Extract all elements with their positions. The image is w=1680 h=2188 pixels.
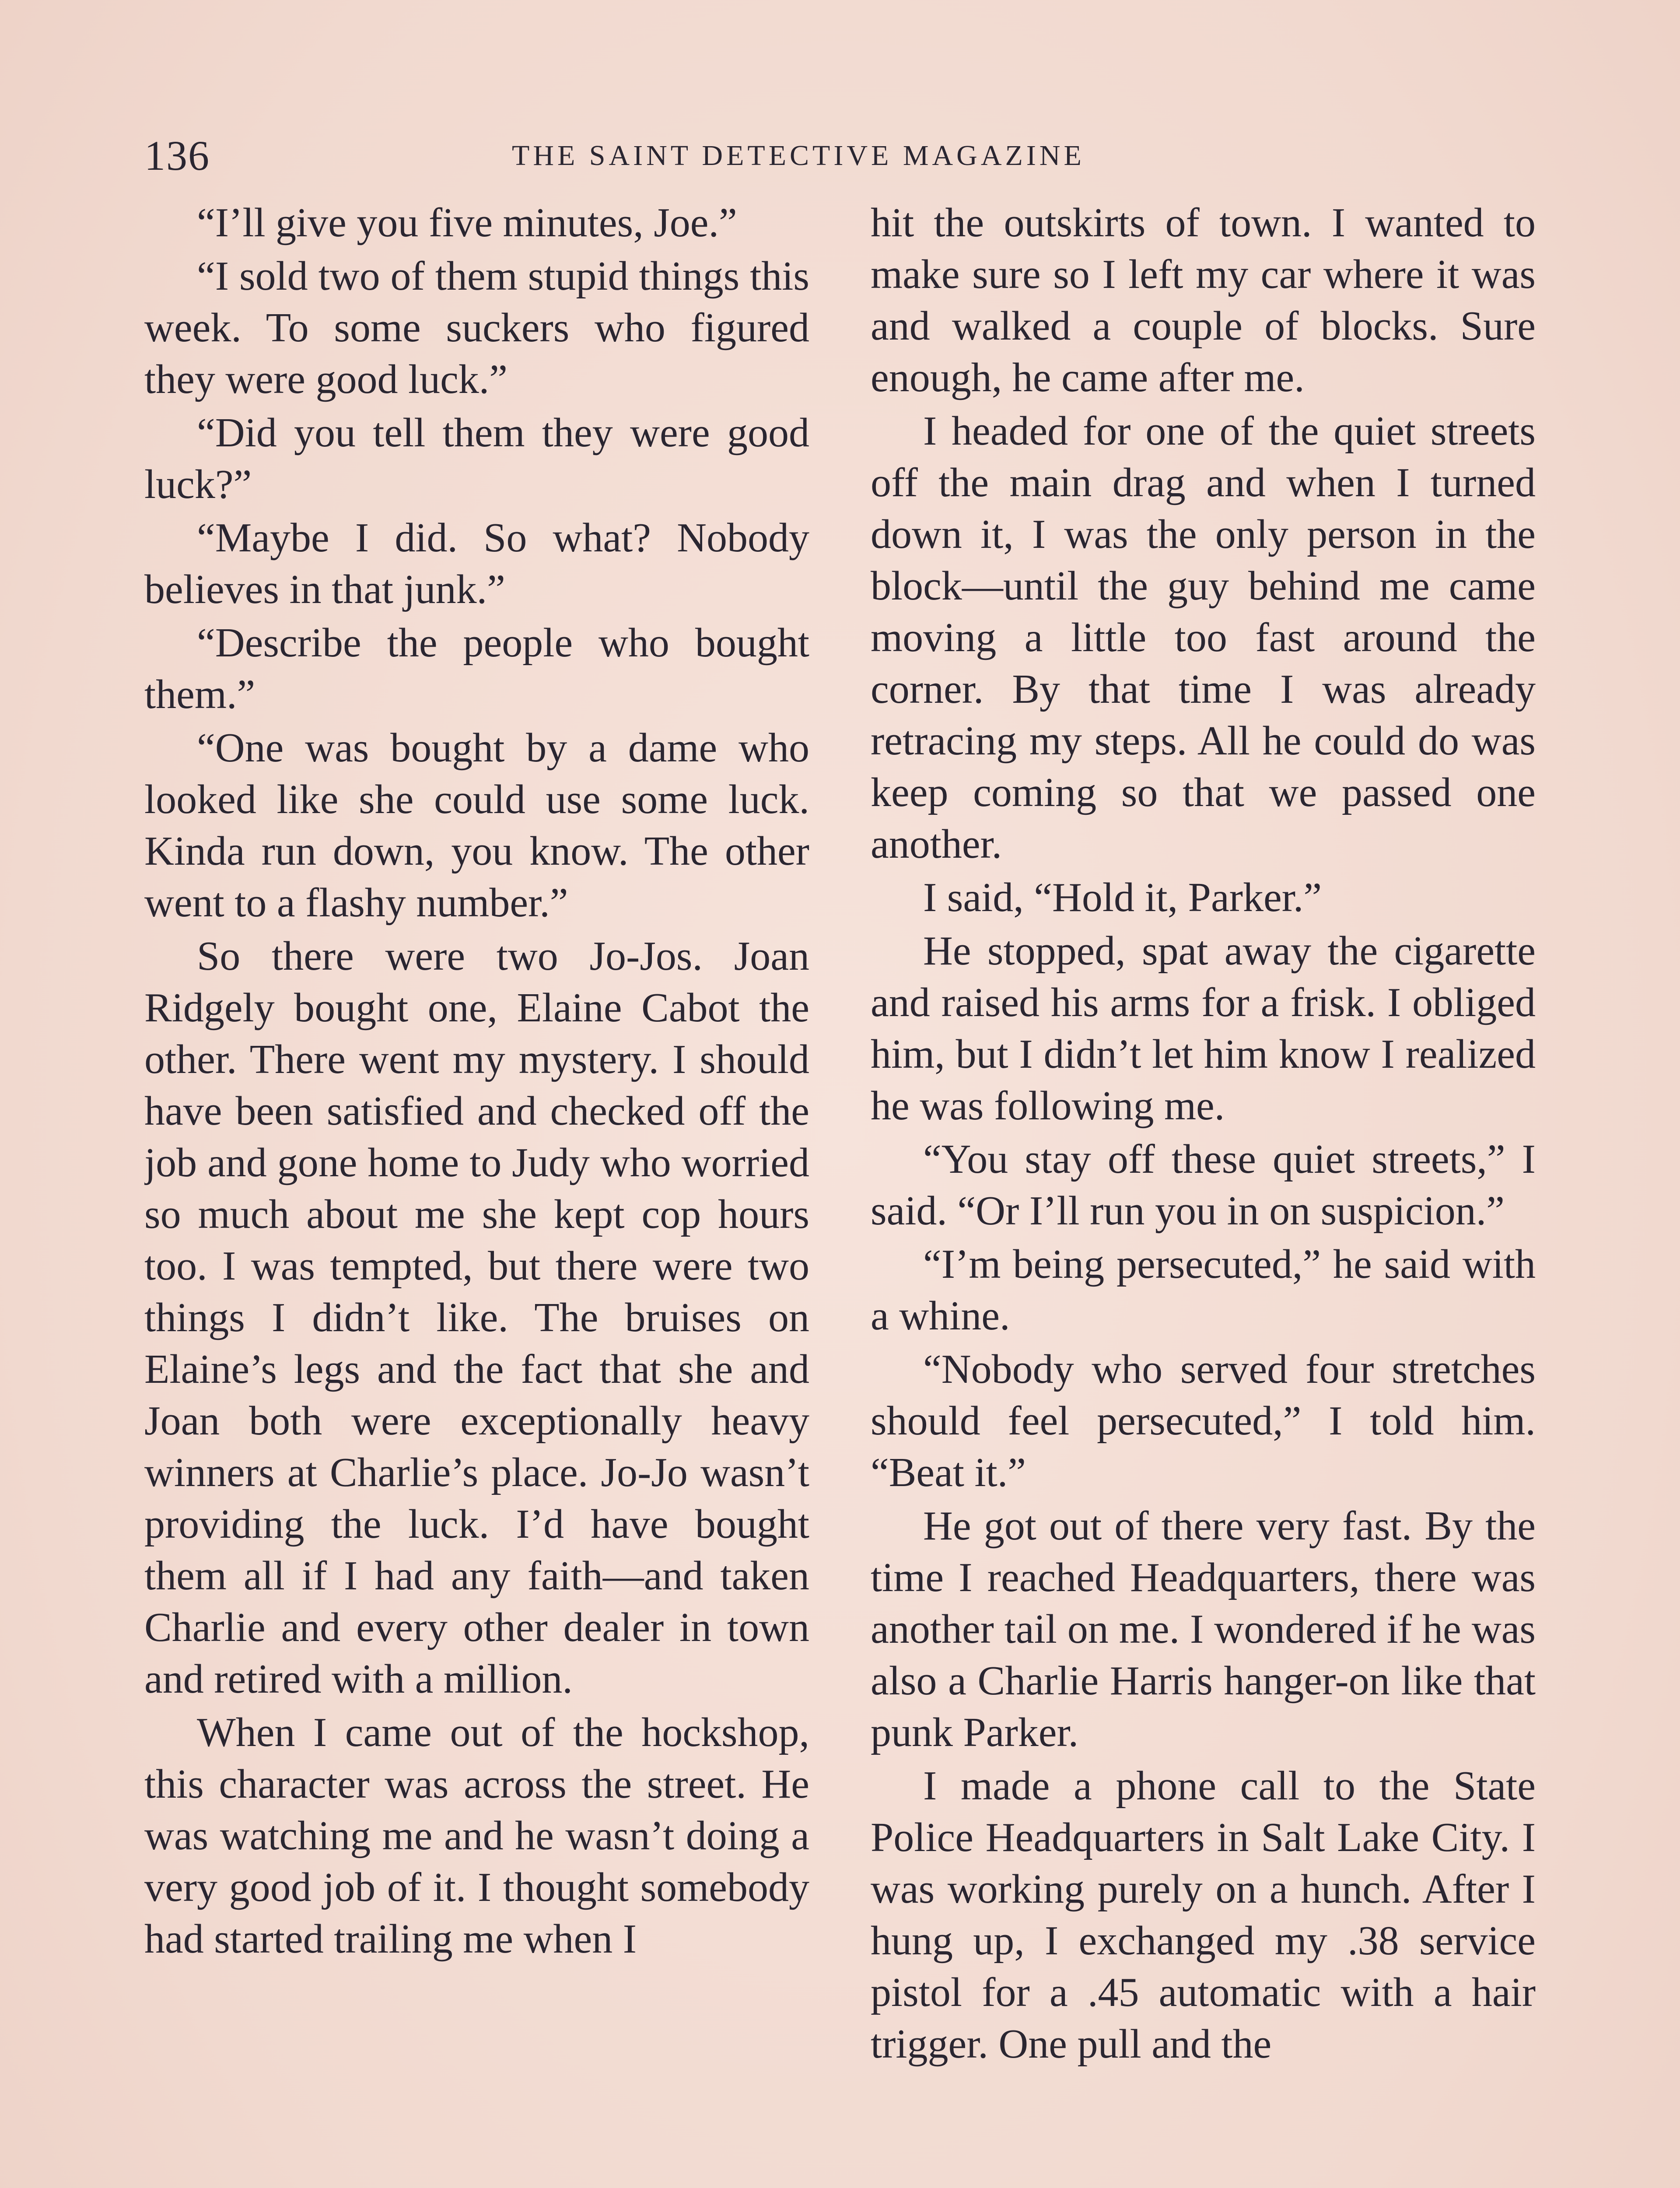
page-header: [144, 131, 1540, 193]
paragraph: I made a phone call to the State Police Headquarters in Salt Lake City. I was working purely on a hunch. After I hung up, I exchanged my .38 service pistol for a .45 automatic with a hair trigger. One pull and the: [871, 1763, 1536, 2067]
paragraph: “I’m being persecuted,” he said with a whine.: [871, 1241, 1536, 1339]
left-column: [144, 197, 809, 2188]
right-column: [871, 197, 1536, 2188]
paragraph: So there were two Jo-Jos. Joan Ridgely bought one, Elaine Cabot the other. There went my mystery. I should have been satisfied and checked off the job and gone home to Judy who worried so much about me she kept cop hours too. I was tempted, but there were two things I didn’t like. The bruises on Elaine’s legs and the fact that she and Joan both were exceptionally heavy winners at Charlie’s place. Jo-Jo wasn’t providing the luck. I’d have bought them all if I had any faith—and taken Charlie and every other dealer in town and retired with a million.: [144, 933, 809, 1702]
paragraph: I said, “Hold it, Parker.”: [923, 875, 1322, 920]
paragraph: “Nobody who served four stretches should feel persecuted,” I told him. “Beat it.”: [871, 1346, 1536, 1495]
paragraph: “I’ll give you five minutes, Joe.”: [197, 200, 737, 245]
paragraph: “Describe the people who bought them.”: [144, 620, 809, 717]
paragraph-continued: hit the outskirts of town. I wanted to make sure so I left my car where it was and walked a couple of blocks. Sure enough, he came after me.: [871, 200, 1536, 400]
paragraph: “You stay off these quiet streets,” I said. “Or I’ll run you in on suspicion.”: [871, 1136, 1536, 1234]
paragraph: I headed for one of the quiet streets off the main drag and when I turned down it, I was the only person in the block—until the guy behind me came moving a little too fast around the corner. By that time I was already retracing my steps. All he could do was keep coming so that we passed one another.: [871, 408, 1536, 867]
paragraph: He stopped, spat away the cigarette and raised his arms for a frisk. I obliged him, but I didn’t let him know I realized he was following me.: [871, 928, 1536, 1129]
paragraph: “One was bought by a dame who looked like she could use some luck. Kinda run down, you know. The other went to a flashy number.”: [144, 725, 809, 926]
paragraph: “Did you tell them they were good luck?”: [144, 410, 809, 507]
page-number: 136: [144, 132, 210, 179]
paragraph: When I came out of the hockshop, this character was across the street. He was watching me and he wasn’t doing a very good job of it. I thought somebody had started trailing me when I: [144, 1710, 809, 1962]
paragraph: He got out of there very fast. By the time I reached Headquarters, there was another tail on me. I wondered if he was also a Charlie Harris hanger-on like that punk Parker.: [871, 1503, 1536, 1755]
paragraph: “Maybe I did. So what? Nobody believes in that junk.”: [144, 515, 809, 612]
running-title: THE SAINT DETECTIVE MAGAZINE: [512, 140, 1085, 172]
paragraph: “I sold two of them stupid things this week. To some suckers who figured they were good luck.”: [144, 253, 809, 402]
